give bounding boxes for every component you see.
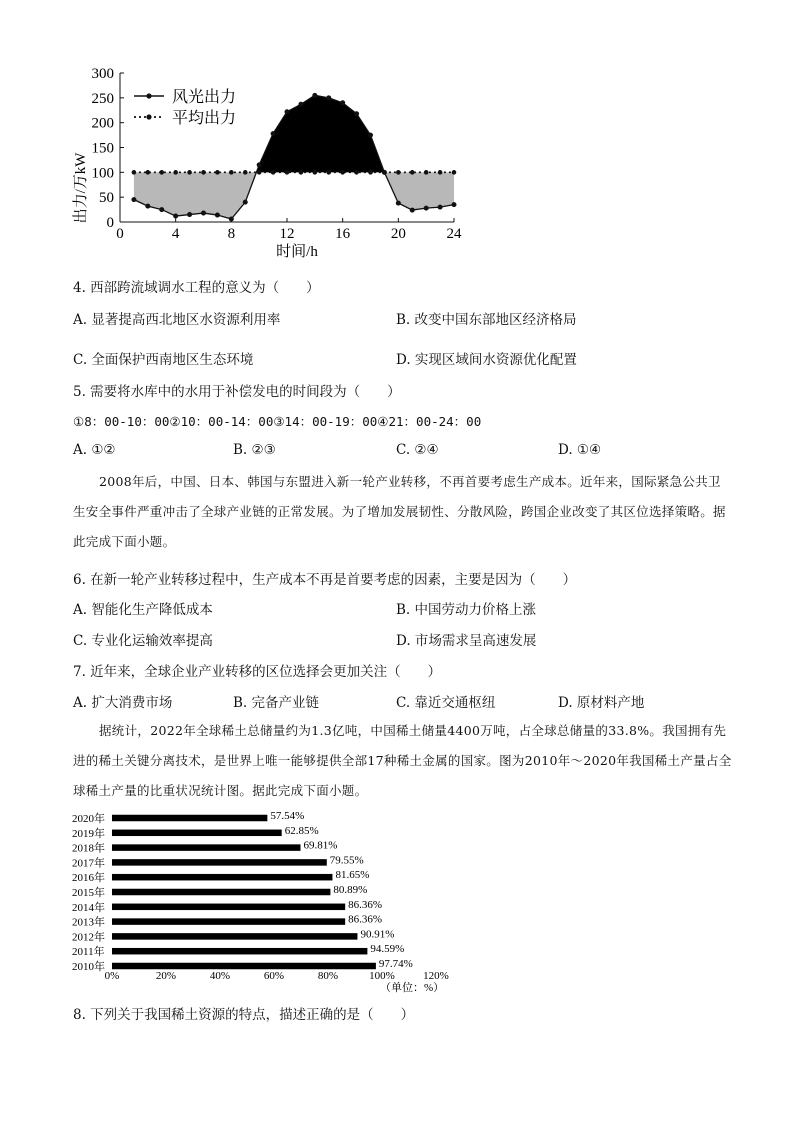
rare-earth-share-chart bbox=[60, 808, 480, 998]
average-point bbox=[410, 170, 415, 175]
average-point bbox=[201, 170, 206, 175]
average-point bbox=[187, 170, 192, 175]
value-label: 62.85% bbox=[284, 824, 319, 837]
average-point bbox=[396, 170, 401, 175]
average-point bbox=[313, 170, 318, 175]
q6-option-c: C. 专业化运输效率提高 bbox=[73, 633, 213, 649]
q5-option-c: C. ②④ bbox=[396, 442, 439, 458]
wind-solar-point bbox=[354, 111, 359, 116]
x-tick-label: 120% bbox=[423, 970, 449, 982]
deficit-area bbox=[384, 172, 454, 210]
average-point bbox=[215, 170, 220, 175]
q6-option-d: D. 市场需求呈高速发展 bbox=[396, 633, 537, 649]
wind-solar-point bbox=[312, 93, 317, 98]
category-label: 2019年 bbox=[72, 827, 105, 840]
category-label: 2014年 bbox=[72, 901, 105, 914]
average-point bbox=[229, 170, 234, 175]
average-point bbox=[285, 170, 290, 175]
average-point bbox=[326, 170, 331, 175]
bar bbox=[112, 948, 367, 955]
q6-option-b: B. 中国劳动力价格上涨 bbox=[396, 602, 537, 618]
value-label: 86.36% bbox=[348, 898, 383, 911]
bar bbox=[112, 874, 332, 881]
question-8-stem: 8. 下列关于我国稀土资源的特点，描述正确的是（ ） bbox=[73, 1007, 415, 1023]
passage-industry-transfer: 2008年后，中国、日本、韩国与东盟进入新一轮产业转移，不再首要考虑生产成本。近年来，国际紧急公共卫生安全事件严重冲击了全球产业链的正常发展。为了增加发展韧性、分散风险，跨国企业改变了其区位选择策略。据此完成下面小题。 bbox=[73, 474, 726, 549]
q4-option-b: B. 改变中国东部地区经济格局 bbox=[396, 312, 577, 328]
x-tick-label: 20% bbox=[155, 970, 177, 982]
x-tick-label: 24 bbox=[446, 226, 462, 242]
average-point bbox=[368, 170, 373, 175]
x-tick-label: 100% bbox=[369, 970, 395, 982]
wind-solar-point bbox=[438, 205, 443, 210]
category-label: 2016年 bbox=[72, 872, 105, 885]
x-tick-label: 4 bbox=[171, 226, 180, 242]
category-label: 2015年 bbox=[72, 887, 105, 899]
wind-solar-point bbox=[396, 201, 401, 206]
value-label: 94.59% bbox=[370, 943, 405, 956]
wind-solar-point bbox=[173, 214, 178, 219]
bar bbox=[112, 830, 282, 837]
chart-legend bbox=[134, 88, 236, 127]
q5-option-d: D. ①④ bbox=[558, 442, 602, 458]
y-tick-labels bbox=[92, 66, 115, 231]
average-point bbox=[146, 170, 151, 175]
bar bbox=[112, 889, 330, 896]
y-tick-label: 100 bbox=[91, 165, 114, 182]
category-label: 2011年 bbox=[72, 946, 105, 959]
wind-solar-point bbox=[326, 95, 331, 100]
x-tick-label: 0% bbox=[104, 970, 120, 982]
bar bbox=[112, 815, 267, 822]
legend-marker bbox=[146, 93, 151, 98]
y-axis-label: 出力/万kW bbox=[73, 152, 89, 224]
category-labels bbox=[72, 811, 105, 973]
y-tick-label: 300 bbox=[91, 66, 114, 82]
x-tick-label: 80% bbox=[317, 970, 339, 982]
value-label: 97.74% bbox=[378, 958, 413, 970]
value-label: 81.65% bbox=[335, 869, 370, 882]
power-output-chart bbox=[60, 60, 480, 270]
surplus-area bbox=[256, 95, 384, 172]
q5-option-b: B. ②③ bbox=[233, 442, 276, 458]
value-label: 57.54% bbox=[270, 810, 305, 822]
bar bbox=[112, 963, 376, 970]
value-label: 80.89% bbox=[333, 884, 368, 896]
question-5-stem: 5. 需要将水库中的水用于补偿发电的时间段为（ ） bbox=[73, 384, 401, 400]
value-label: 90.91% bbox=[360, 928, 395, 941]
average-point bbox=[271, 170, 276, 175]
category-label: 2017年 bbox=[72, 857, 105, 870]
wind-solar-point bbox=[452, 202, 457, 207]
wind-solar-point bbox=[201, 211, 206, 216]
value-label: 69.81% bbox=[303, 839, 338, 852]
q4-option-a: A. 显著提高西北地区水资源利用率 bbox=[73, 312, 281, 328]
average-point bbox=[257, 170, 262, 175]
x-tick-label: 16 bbox=[335, 226, 351, 242]
wind-solar-point bbox=[131, 197, 136, 202]
legend-label-wind-solar: 风光出力 bbox=[172, 89, 237, 106]
question-7-stem: 7. 近年来，全球企业产业转移的区位选择会更加关注（ ） bbox=[73, 664, 442, 680]
x-tick-label: 12 bbox=[279, 226, 295, 242]
q4-option-c: C. 全面保护西南地区生态环境 bbox=[73, 352, 254, 368]
category-label: 2012年 bbox=[72, 931, 105, 944]
value-label: 86.36% bbox=[348, 913, 383, 926]
wind-solar-point bbox=[298, 102, 303, 107]
bar bbox=[112, 933, 357, 940]
category-label: 2013年 bbox=[72, 916, 105, 929]
unit-label: （单位：%） bbox=[380, 982, 445, 994]
q7-option-a: A. 扩大消费市场 bbox=[73, 695, 173, 711]
x-tick-label: 20 bbox=[390, 226, 406, 242]
bar bbox=[112, 844, 300, 851]
average-point bbox=[382, 170, 387, 175]
y-tick-label: 150 bbox=[91, 140, 114, 157]
bar bbox=[112, 859, 327, 866]
average-point bbox=[159, 170, 164, 175]
y-tick-label: 200 bbox=[91, 115, 114, 132]
wind-solar-point bbox=[368, 133, 373, 138]
category-label: 2018年 bbox=[72, 842, 105, 855]
bar bbox=[112, 904, 345, 911]
y-tick-label: 50 bbox=[99, 190, 114, 207]
wind-solar-point bbox=[215, 213, 220, 218]
wind-solar-point bbox=[271, 131, 276, 136]
question-4-stem: 4. 西部跨流域调水工程的意义为（ ） bbox=[73, 280, 320, 296]
average-point bbox=[354, 170, 359, 175]
category-label: 2020年 bbox=[72, 813, 105, 825]
legend-marker bbox=[146, 114, 151, 119]
average-point bbox=[299, 170, 304, 175]
average-point bbox=[243, 170, 248, 175]
x-axis-label: 时间/h bbox=[276, 244, 318, 260]
average-point bbox=[452, 170, 457, 175]
q7-option-d: D. 原材料产地 bbox=[558, 695, 645, 711]
category-label: 2010年 bbox=[72, 961, 105, 973]
x-tick-label: 60% bbox=[263, 970, 285, 982]
average-point bbox=[424, 170, 429, 175]
wind-solar-point bbox=[424, 206, 429, 211]
q6-option-a: A. 智能化生产降低成本 bbox=[73, 602, 213, 618]
q5-option-a: A. ①② bbox=[73, 442, 116, 458]
wind-solar-point bbox=[257, 162, 262, 167]
q4-option-d: D. 实现区域间水资源优化配置 bbox=[396, 352, 577, 368]
x-tick-labels bbox=[116, 226, 462, 242]
legend-label-average: 平均出力 bbox=[172, 110, 237, 127]
q5-time-items: ①8：00-10：00②10：00-14：00③14：00-19：00④21：00-24：00 bbox=[73, 414, 482, 429]
x-tick-label: 8 bbox=[227, 226, 236, 242]
q7-option-b: B. 完备产业链 bbox=[233, 695, 320, 711]
average-point bbox=[173, 170, 178, 175]
value-label: 79.55% bbox=[329, 854, 364, 867]
average-point bbox=[132, 170, 137, 175]
average-point bbox=[438, 170, 443, 175]
x-tick-label: 0 bbox=[116, 226, 124, 242]
wind-solar-point bbox=[285, 109, 290, 114]
wind-solar-point bbox=[145, 204, 150, 209]
average-point bbox=[340, 170, 345, 175]
wind-solar-point bbox=[410, 208, 415, 213]
x-tick-label: 40% bbox=[209, 970, 231, 982]
passage-rare-earth: 据统计，2022年全球稀土总储量约为1.3亿吨，中国稀土储量4400万吨，占全球总储量的33.8%。我国拥有先进的稀土关键分离技术，是世界上唯一能够提供全部17种稀土金属的国家。图为2010年～2020年我国稀土产量占全球稀土产量的比重状况统计图。据此完成下面小题。 bbox=[73, 723, 732, 798]
wind-solar-point bbox=[187, 212, 192, 217]
q7-option-c: C. 靠近交通枢纽 bbox=[396, 695, 496, 711]
y-tick-label: 250 bbox=[91, 90, 114, 107]
wind-solar-point bbox=[159, 207, 164, 212]
y-tick-label: 0 bbox=[106, 215, 114, 231]
x-tick-labels bbox=[105, 970, 449, 982]
question-6-stem: 6. 在新一轮产业转移过程中，生产成本不再是首要考虑的因素，主要是因为（ ） bbox=[73, 572, 577, 588]
deficit-area bbox=[134, 172, 256, 219]
wind-solar-point bbox=[243, 200, 248, 205]
wind-solar-point bbox=[340, 100, 345, 105]
bar bbox=[112, 918, 345, 925]
